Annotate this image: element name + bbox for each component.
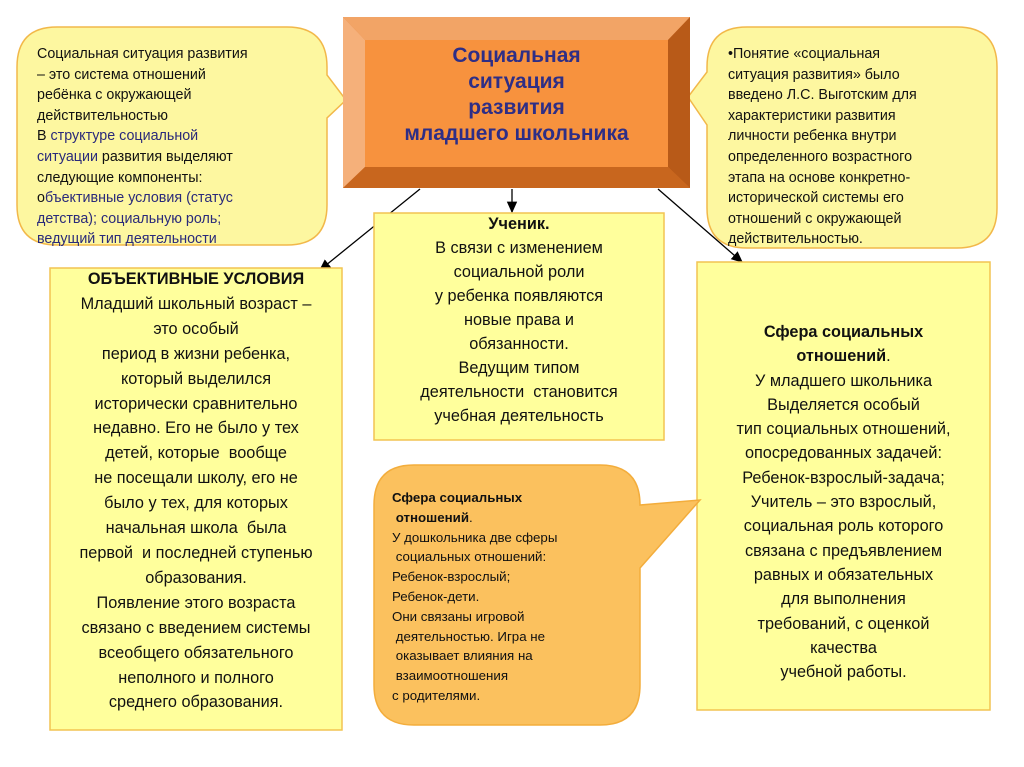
sphere-line: качества bbox=[810, 638, 877, 657]
sphere-line: социальная роль которого bbox=[743, 517, 944, 536]
title-line: младшего школьника bbox=[404, 122, 629, 145]
middle-bubble-line: оказывает влияния на bbox=[392, 648, 533, 664]
sphere-line: для выполнения bbox=[781, 590, 906, 609]
pupil-line: у ребенка появляются bbox=[434, 287, 604, 305]
text-segment: Социальная ситуация развития bbox=[37, 46, 248, 62]
right-bubble-line: определенного возрастного bbox=[728, 148, 913, 165]
sphere-line: У младшего школьника bbox=[754, 371, 933, 390]
left-bubble-line bbox=[37, 106, 248, 127]
sphere-box-text bbox=[697, 320, 990, 684]
left-bubble-text bbox=[37, 44, 248, 250]
objective-line: период в жизни ребенка, bbox=[101, 344, 291, 363]
pupil-heading: Ученик. bbox=[488, 215, 550, 233]
objective-line: всеобщего обязательного bbox=[98, 643, 294, 662]
middle-bubble-line: Они связаны игровой bbox=[392, 608, 525, 624]
sphere-line: опосредованных задачей: bbox=[744, 444, 943, 463]
objective-line: который выделился bbox=[120, 369, 272, 388]
text-segment: бъективные условия (статус bbox=[44, 190, 233, 207]
objective-line: связано с введением системы bbox=[81, 618, 311, 637]
right-bubble-line: характеристики развития bbox=[728, 107, 896, 124]
title-line: ситуация bbox=[468, 70, 565, 93]
left-bubble-line bbox=[37, 65, 248, 86]
left-bubble-line bbox=[37, 44, 248, 65]
middle-bubble-text bbox=[392, 488, 557, 706]
objective-line: детей, которые вообще bbox=[105, 444, 287, 463]
objective-line: Появление этого возраста bbox=[96, 593, 296, 612]
right-bubble-line: личности ребенка внутри bbox=[728, 128, 897, 145]
sphere-line: требований, с оценкой bbox=[757, 614, 930, 633]
pupil-line: В связи с изменением bbox=[435, 239, 603, 257]
left-bubble-line bbox=[37, 188, 248, 209]
left-bubble-line bbox=[37, 85, 248, 106]
objective-line: среднего образования. bbox=[108, 693, 284, 712]
right-bubble-line: •Понятие «социальная bbox=[728, 46, 881, 62]
objective-line: первой и последней ступенью bbox=[79, 543, 313, 562]
sphere-line: равных и обязательных bbox=[753, 565, 934, 584]
text-segment: действительностью bbox=[37, 107, 168, 124]
pupil-line: новые права и bbox=[463, 311, 575, 329]
left-bubble-line bbox=[37, 168, 248, 189]
sphere-line: учебной работы. bbox=[780, 663, 907, 682]
objective-line: не посещали школу, его не bbox=[94, 469, 298, 488]
right-bubble-text bbox=[728, 44, 917, 250]
right-bubble-line: отношений с окружающей bbox=[728, 210, 902, 227]
objective-line: Младший школьный возраст – bbox=[80, 294, 312, 313]
sphere-line: Выделяется особый bbox=[767, 395, 920, 414]
sphere-heading bbox=[697, 344, 990, 368]
heading-period: . bbox=[886, 347, 891, 366]
objective-line: недавно. Его не было у тех bbox=[93, 419, 299, 438]
middle-bubble-heading-text: Сфера социальных bbox=[392, 490, 523, 505]
sphere-line: Ребенок-взрослый-задача; bbox=[742, 468, 945, 487]
objective-line: начальная школа была bbox=[105, 519, 287, 538]
right-bubble-line: введено Л.С. Выготским для bbox=[728, 87, 917, 104]
pupil-box-text bbox=[374, 212, 664, 428]
middle-bubble-heading bbox=[392, 488, 557, 508]
pupil-line: учебная деятельность bbox=[434, 407, 604, 425]
pupil-line: деятельности становится bbox=[420, 383, 618, 401]
left-bubble-line bbox=[37, 147, 248, 168]
sphere-heading-text: отношений bbox=[796, 347, 887, 366]
middle-bubble-line: Ребенок-взрослый; bbox=[392, 569, 511, 585]
pupil-line: Ведущим типом bbox=[458, 359, 580, 377]
sphere-line: связана с предъявлением bbox=[744, 541, 943, 560]
objective-line: образования. bbox=[145, 568, 247, 587]
left-bubble-line bbox=[37, 126, 248, 147]
left-bubble-line bbox=[37, 229, 248, 250]
heading-period: . bbox=[469, 509, 473, 525]
center-title bbox=[365, 43, 668, 147]
pupil-line: социальной роли bbox=[453, 263, 585, 281]
sphere-heading bbox=[697, 320, 990, 344]
objective-line: было у тех, для которых bbox=[104, 494, 288, 513]
title-line: Социальная bbox=[452, 44, 581, 67]
middle-bubble-line: У дошкольника две сферы bbox=[392, 529, 558, 545]
text-segment: ситуации bbox=[37, 148, 98, 165]
right-bubble-line: этапа на основе конкретно- bbox=[728, 169, 911, 186]
middle-bubble-line: взаимоотношения bbox=[392, 668, 509, 684]
objective-line: неполного и полного bbox=[118, 668, 274, 687]
middle-bubble-line: с родителями. bbox=[392, 687, 481, 703]
text-segment: о bbox=[37, 190, 45, 207]
sphere-heading-text: Сфера социальных bbox=[763, 323, 924, 341]
pupil-line: обязанности. bbox=[469, 335, 569, 353]
right-bubble-line: исторической системы его bbox=[728, 190, 904, 207]
middle-bubble-line: деятельностью. Игра не bbox=[392, 628, 546, 644]
left-bubble-line bbox=[37, 209, 248, 230]
right-bubble-line: ситуация развития» было bbox=[728, 66, 900, 83]
middle-bubble-line: Ребенок-дети. bbox=[392, 588, 480, 604]
objective-line: исторически сравнительно bbox=[94, 394, 298, 413]
middle-bubble-heading-text: отношений bbox=[392, 509, 470, 525]
middle-bubble-heading bbox=[392, 508, 557, 528]
objective-box-text bbox=[50, 267, 342, 715]
text-segment: ведущий тип деятельности bbox=[37, 231, 217, 248]
text-segment: следующие компоненты: bbox=[37, 169, 203, 186]
text-segment: развития выделяют bbox=[97, 148, 233, 165]
middle-bubble-line: социальных отношений: bbox=[392, 549, 547, 565]
sphere-line: тип социальных отношений, bbox=[736, 420, 951, 439]
text-segment: В bbox=[37, 128, 51, 145]
text-segment: детства); социальную роль; bbox=[37, 210, 222, 227]
objective-line: это особый bbox=[153, 319, 239, 338]
title-line: развития bbox=[468, 96, 565, 119]
text-segment: – это система отношений bbox=[37, 66, 206, 83]
objective-heading: ОБЪЕКТИВНЫЕ УСЛОВИЯ bbox=[87, 270, 305, 288]
text-segment: ребёнка с окружающей bbox=[37, 87, 192, 104]
sphere-line: Учитель – это взрослый, bbox=[750, 493, 937, 512]
right-bubble-line: действительностью. bbox=[728, 231, 863, 248]
text-segment: структуре социальной bbox=[50, 128, 199, 145]
